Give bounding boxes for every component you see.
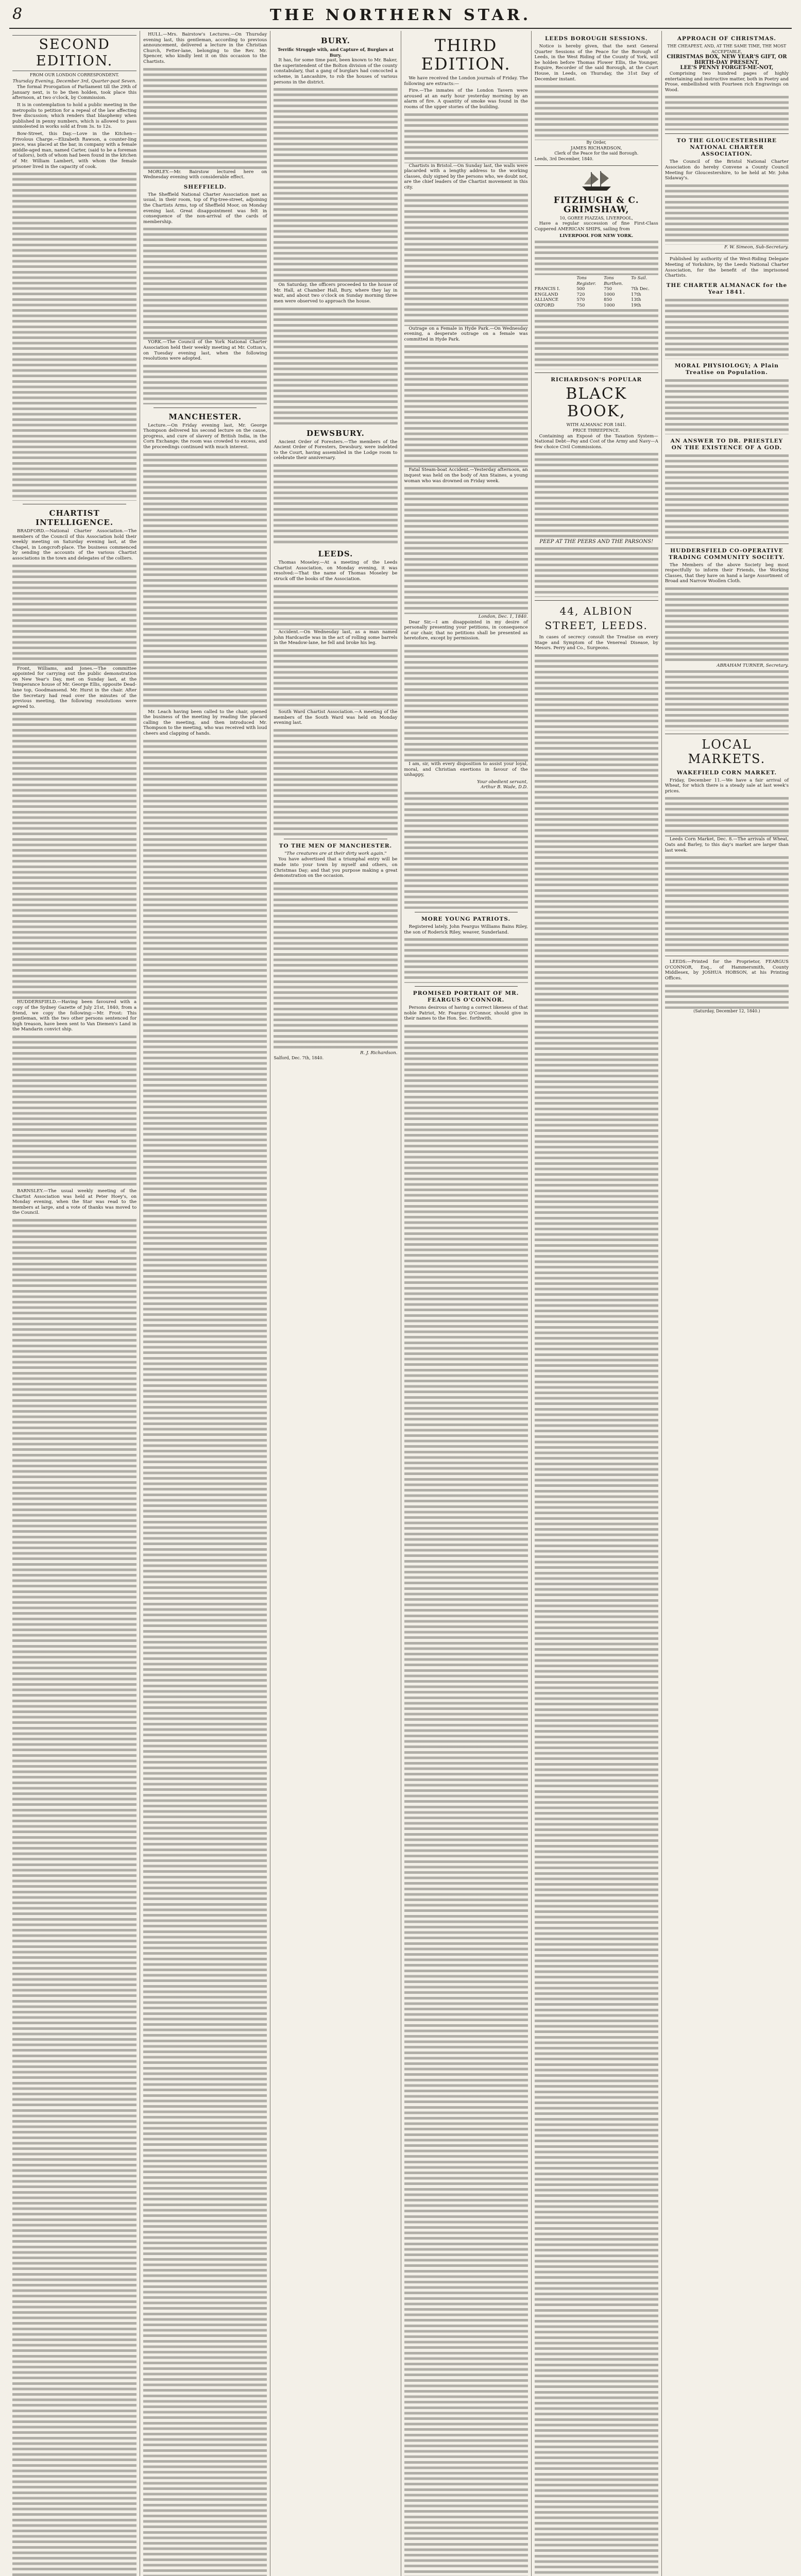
- text-block: [535, 83, 658, 140]
- paragraph: I am, sir, with every disposition to assist your loyal, moral, and Christian exertions in favour of the unhappy,: [404, 761, 528, 778]
- dateline: Thursday Evening, December 3rd, Quarter-past Seven.: [12, 78, 137, 84]
- signature: R. J. Richardson.: [360, 1050, 398, 1056]
- peep-heading: PEEP AT THE PEERS AND THE PARSONS!: [539, 539, 654, 545]
- text-block: [404, 1023, 528, 2576]
- local-markets-heading: LOCAL MARKETS.: [688, 737, 766, 766]
- text-block: [12, 171, 137, 501]
- young-patriots-heading: MORE YOUNG PATRIOTS.: [421, 916, 511, 923]
- masthead: [9, 4, 792, 29]
- text-block: [12, 563, 137, 666]
- text-block: [535, 239, 658, 275]
- dateline: Leeds, 3rd December, 1840.: [534, 156, 594, 161]
- page-number: 8: [12, 5, 23, 23]
- text-block: [274, 583, 397, 630]
- newspaper-page: [0, 0, 801, 1216]
- text-block: [665, 453, 789, 540]
- fitzhugh-address: 10, GOREE PIAZZAS, LIVERPOOL,: [559, 215, 633, 221]
- paragraph: Ancient Order of Foresters.—The members of the Ancient Order of Foresters, Dewsbury, were indebted to the Court, having assembled in the Lodge room to celebrate their anniversary.: [274, 439, 398, 461]
- dateline: London, Dec. 1, 1840.: [478, 614, 528, 620]
- christmas-tagline: THE CHEAPEST, AND, AT THE SAME TIME, THE MOST ACCEPTABLE,: [667, 44, 787, 54]
- paragraph: We have received the London journals of Friday. The following are extracts:—: [404, 76, 528, 87]
- bury-heading: BURY.: [321, 36, 350, 45]
- moral-physiology-heading: MORAL PHYSIOLOGY; A Plain Treatise on Population.: [674, 362, 779, 376]
- to-men-heading: TO THE MEN OF MANCHESTER.: [279, 842, 393, 849]
- imprint-date: (Saturday, December 12, 1840.): [693, 1008, 760, 1013]
- imprint: LEEDS:—Printed for the Proprietor, FEARGUS O'CONNOR, Esq., of Hammersmith, County Middlesex, by JOSHUA HOBSON, at his Printing Offices.: [664, 959, 789, 981]
- text-block: [535, 451, 658, 539]
- text-block: [665, 378, 789, 434]
- column-5: [531, 31, 661, 2576]
- column-4: [401, 31, 531, 2576]
- text-block: [404, 192, 528, 326]
- paragraph: Comprising two hundred pages of highly entertaining and instructive matter, both in Poetry and Prose, embellished with Fourteen rich Engravings on Wood.: [664, 71, 789, 93]
- almanac-heading: THE CHARTER ALMANACK for the Year 1841.: [666, 282, 788, 295]
- albion-heading: 44, ALBION STREET, LEEDS.: [544, 605, 648, 632]
- text-block: [143, 738, 267, 2576]
- paragraph: The formal Prorogation of Parliament till the 29th of January next, is to be then holden, took place this afternoon, at two o'clock, by Commission.: [12, 84, 137, 101]
- text-block: [665, 855, 789, 953]
- clerk-title: Clerk of the Peace for the said Borough.: [554, 151, 639, 156]
- column-2: [140, 31, 270, 2576]
- text-block: [665, 983, 789, 1009]
- paragraph: In cases of secrecy consult the Treatise on every Stage and Symptom of the Venereal Disease, by Messrs. Perry and Co., Surgeons.: [534, 635, 658, 651]
- paragraph: The Sheffield National Charter Association met as usual, in their room, top of Fig-tree-street, adjoining the Chartists Arms, top of Sheffield Moor, on Monday evening last. Great disappointment was felt in consequence of the non-arrival of the cards of membership.: [143, 192, 267, 225]
- text-block: [404, 344, 528, 467]
- text-block: [665, 297, 789, 359]
- columns: [9, 31, 792, 1216]
- text-block: [535, 308, 658, 369]
- paragraph: Thomas Moseley.—At a meeting of the Leeds Chartist Association, on Monday evening, it was resolved:—That the name of Thomas Moseley be struck off the books of the Association.: [274, 560, 398, 582]
- text-block: [665, 586, 789, 663]
- paragraph: Containing an Exposé of the Taxation System—National Debt—Pay and Cost of the Army and Navy—A few choice Civil Commissions.: [534, 433, 658, 450]
- gloucestershire-heading: TO THE GLOUCESTERSHIRE NATIONAL CHARTER ASSOCIATION.: [676, 138, 777, 158]
- table-row: ENGLAND 720 1000 17th: [534, 291, 641, 297]
- text-block: [535, 653, 658, 2576]
- leeds-heading: LEEDS.: [318, 549, 353, 558]
- paragraph: Registered lately, John Feargus Williams Bains Riley, the son of Roderick Riley, weaver, Sunderland.: [404, 924, 528, 935]
- third-edition-heading: THIRD EDITION.: [421, 36, 511, 74]
- column-6: [661, 31, 792, 2576]
- divider: [535, 165, 658, 166]
- paragraph: The Members of the above Society beg most respectfully to inform their Friends, the Working Classes, that they have on hand a large Assortment of Broad and Narrow Woollen Cloth.: [664, 562, 789, 584]
- wakefield-heading: WAKEFIELD CORN MARKET.: [676, 769, 777, 776]
- divider: [535, 372, 658, 373]
- paragraph: Outrage on a Female in Hyde Park.—On Wednesday evening, a desperate outrage on a female was committed in Hyde Park.: [404, 326, 528, 342]
- text-block: [274, 87, 397, 282]
- column-3: [270, 31, 400, 2576]
- text-block: [274, 306, 397, 425]
- text-block: [143, 226, 267, 340]
- paragraph: You have advertised that a triumphal entry will be made into your town by myself and others, on Christmas Day; and that you purpose making a great demonstration on the occasion.: [274, 857, 398, 879]
- ships-table-header: Tons Register. Tons Burthen. To Sail.: [576, 275, 647, 286]
- text-block: [274, 463, 397, 545]
- text-block: [665, 669, 789, 731]
- text-block: [143, 66, 267, 170]
- fitzhugh-route: LIVERPOOL FOR NEW YORK.: [559, 233, 634, 239]
- divider: [535, 600, 658, 601]
- paragraph: Chartists in Bristol.—On Sunday last, the walls were placarded with a lengthy address to the working classes, duly signed by the persons who, we doubt not, are the chief leaders of the Chartist movement in this city.: [404, 163, 528, 190]
- paragraph: It is in contemplation to hold a public meeting in the metropolis to petition for a repeal of the law affecting free discussion; which renders that blasphemy when published in penny numbers, which is allowed to pass unmolested in works sold at from 3s. to 12s.: [12, 102, 137, 130]
- text-block: [12, 711, 137, 999]
- manchester-heading: MANCHESTER.: [168, 412, 242, 421]
- paragraph: It has, for some time past, been known to Mr. Baker, the superintendent of the Bolton division of the county constabulary, that a gang of burglars had concocted a scheme, in Lancashire, to rob the houses of various persons in the district.: [274, 58, 398, 85]
- portrait-heading: PROMISED PORTRAIT OF MR. FEARGUS O'CONNOR.: [413, 990, 519, 1004]
- text-block: [535, 546, 658, 597]
- paragraph: South Ward Chartist Association.—A meeting of the members of the South Ward was held on Monday evening last.: [274, 709, 398, 726]
- sessions-heading: LEEDS BOROUGH SESSIONS.: [544, 36, 648, 42]
- dateline: Salford, Dec. 7th, 1840.: [274, 1056, 324, 1061]
- ship-icon: [580, 169, 613, 192]
- paragraph: BRADFORD.—National Charter Association.—The members of the Council of this Association hold their weekly meeting on Saturday evening last, at the Chapel, in Longcroft-place. The business commenced by sending the accounts of the various Chartist associations in the town and delegates of the colliers.: [12, 529, 137, 562]
- black-book-price: PRICE THREEPENCE.: [572, 428, 620, 433]
- paragraph: On Saturday, the officers proceeded to the house of Mr. Hall, at Chamber Hall, Bury, where they lay in wait, and about two o'clock on Sunday morning three men were observed to approach the house.: [274, 282, 398, 304]
- paragraph: Persons desirous of having a correct likeness of that noble Patriot, Mr. Feargus O'Connor, should give in their names to the Hon. Sec. forthwith.: [404, 1005, 528, 1022]
- coop-heading: HUDDERSFIELD CO-OPERATIVE TRADING COMMUNITY SOCIETY.: [668, 547, 785, 561]
- answer-priestley-heading: AN ANSWER TO DR. PRIESTLEY ON THE EXISTENCE OF A GOD.: [670, 437, 783, 451]
- paragraph: The Council of the Bristol National Charter Association do hereby Convene a County Council Meeting for Gloucestershire, to be held at Mr. John Sidaway's.: [664, 159, 789, 181]
- dewsbury-heading: DEWSBURY.: [306, 428, 365, 438]
- paragraph: Fatal Steam-boat Accident.—Yesterday afternoon, an inquest was held on the body of Ann Staines, a young woman who was drowned on Friday week.: [404, 467, 528, 484]
- black-book-title: BLACK BOOK,: [566, 385, 627, 421]
- paragraph: Leeds Corn Market, Dec. 8.—The arrivals of Wheat, Oats and Barley, to this day's market are larger than last week.: [664, 837, 789, 853]
- table-row: ALLIANCE 570 850 13th: [534, 297, 641, 302]
- paragraph: Have a regular succession of fine First-Class Coppered AMERICAN SHIPS, sailing from: [534, 221, 658, 232]
- christmas-title: CHRISTMAS BOX, NEW YEAR'S GIFT, OR BIRTH-DAY PRESENT,: [667, 54, 787, 65]
- text-block: [274, 880, 397, 1050]
- text-block: [404, 112, 528, 163]
- letter-close: Your obedient servant,: [477, 779, 528, 785]
- text-block: [12, 1217, 137, 2576]
- signature: F. W. Simeon, Sub-Secretary.: [724, 244, 789, 250]
- paragraph: Mr. Leach having been called to the chair, opened the business of the meeting by reading the placard calling the meeting, and then introduced Mr. Thompson to the meeting, who was received with loud cheers and clapping of hands.: [143, 709, 267, 737]
- paragraph: Front, Williams, and Jones.—The committee appointed for carrying out the public demonstration on New Year's Day, met on Sunday last, at the Temperance house of Mr. George Ellis, opposite Dead-lane top, Goodmansend. Mr. Hurst in the chair. After the Secretary had read over the minutes of the previous meeting, the following resolutions were agreed to.: [12, 666, 137, 709]
- column-1: [9, 31, 140, 2576]
- text-block: [274, 727, 397, 836]
- fitzhugh-heading: FITZHUGH & C. GRIMSHAW,: [553, 195, 639, 215]
- chartist-heading: CHARTIST INTELLIGENCE.: [36, 509, 114, 528]
- second-edition-heading: SECOND EDITION.: [12, 35, 137, 71]
- paragraph: Notice is hereby given, that the next General Quarter Sessions of the Peace for the Borough of Leeds, in the West Riding of the County of York, will be holden before Thomas Flower Ellis, the Younger, Esquire, Recorder of the said Borough, at the Court House, in Leeds, on Thursday, the 31st Day of December instant.: [534, 44, 658, 82]
- paragraph: MORLEY.—Mr. Bairstow lectured here on Wednesday evening with considerable effect.: [143, 169, 267, 180]
- text-block: [404, 485, 528, 614]
- text-block: [665, 183, 789, 245]
- paragraph: YORK.—The Council of the York National Charter Association held their weekly meeting at Mr. Cotton's, on Tuesday evening last, when the following resolutions were adopted.: [143, 340, 267, 362]
- christmas-subtitle: LEE'S PENNY FORGET-ME-NOT,: [680, 65, 774, 71]
- sheffield-heading: SHEFFIELD.: [183, 183, 227, 190]
- to-men-subheading: "The creatures are at their dirty work again.": [284, 851, 387, 856]
- paragraph: HULL.—Mrs. Bairstow's Lectures.—On Thursday evening last, this gentleman, according to previous announcement, delivered a lecture in the Christian Church, Fetter-lane, belonging to the Rev. Mr. Spencer, who kindly lent it on this occasion to the Chartists.: [143, 32, 267, 64]
- text-block: [12, 1034, 137, 1189]
- signature: Arthur B. Wade, D.D.: [481, 785, 528, 790]
- text-block: [404, 643, 528, 761]
- text-block: [143, 452, 267, 709]
- christmas-heading: APPROACH OF CHRISTMAS.: [677, 36, 776, 42]
- text-block: [665, 94, 789, 130]
- paragraph: BARNSLEY.—The usual weekly meeting of the Chartist Association was held at Peter Hoey's, on Monday evening, when the Star was read to the members at large, and a vote of thanks was moved to the Council.: [12, 1188, 137, 1216]
- text-block: [665, 795, 789, 837]
- paragraph: Accident.—On Wednesday last, as a man named John Hardcastle was in the act of rolling some barrels in the Meadow-lane, he fell and broke his leg.: [274, 630, 398, 646]
- text-block: [404, 790, 528, 909]
- table-row: OXFORD 750 1000 19th: [534, 302, 641, 308]
- table-row: FRANCIS I. 500 750 7th Dec.: [534, 286, 650, 292]
- paragraph: Fire.—The inmates of the London Tavern were aroused at an early hour yesterday morning by an alarm of fire. A quantity of smoke was found in the rooms of the upper stories of the building.: [404, 88, 528, 110]
- paragraph: Lecture.—On Friday evening last, Mr. George Thompson delivered his second lecture on the cause, progress, and cure of slavery of British India, in the Corn Exchange; the room was crowded to excess, and the proceedings continued with much interest.: [143, 422, 267, 450]
- text-block: [274, 648, 397, 709]
- divider: [415, 986, 518, 987]
- paper-title: THE NORTHERN STAR.: [269, 6, 532, 24]
- by-order: By Order,: [586, 140, 607, 145]
- divider: [665, 133, 789, 134]
- text-block: [404, 937, 528, 983]
- black-book-heading: RICHARDSON'S POPULAR: [551, 377, 642, 383]
- paragraph: Dear Sir,—I am disappointed in my desire of personally presenting your petitions, in consequence of our chair, that no petitions shall be presented as heretofore, except by permission.: [404, 619, 528, 641]
- paragraph: HUDDERSFIELD.—Having been favoured with a copy of the Sydney Gazette of July 21st, 1840, from a friend, we copy the following:—Mr. Frost: This gentleman, with the two other persons sentenced for high treason, have been sent to Van Diemen's Land in the Mandarin convict ship.: [12, 999, 137, 1032]
- text-block: [143, 363, 267, 404]
- paragraph: Published by authority of the West-Riding Delegate Meeting of Yorkshire, by the Leeds National Charter Association, for the benefit of the imprisoned Chartists.: [664, 257, 789, 279]
- bury-subheading: Terrific Struggle with, and Capture of, Burglars at Bury.: [277, 47, 394, 58]
- black-book-subtitle: WITH ALMANAC FOR 1841.: [566, 422, 626, 428]
- paragraph: Friday, December 11.—We have a fair arrival of Wheat, for which there is a steady sale at last week's prices.: [664, 777, 789, 794]
- paragraph: Bow-Street, this Day.—Love in the Kitchen—Frivolous Charge.—Elizabeth Rawson, a counter-ling piece, was placed at the bar, in company with a female middle-aged man, named Carter, (said to be a foreman of tailors), both of whom had been found in the kitchen of Mr. William Lambert, with whom the female prisoner lived in the capacity of cook.: [12, 131, 137, 170]
- signature: ABRAHAM TURNER, Secretary.: [717, 663, 789, 669]
- byline: FROM OUR LONDON CORRESPONDENT.: [30, 73, 120, 77]
- signature: JAMES RICHARDSON,: [571, 145, 622, 151]
